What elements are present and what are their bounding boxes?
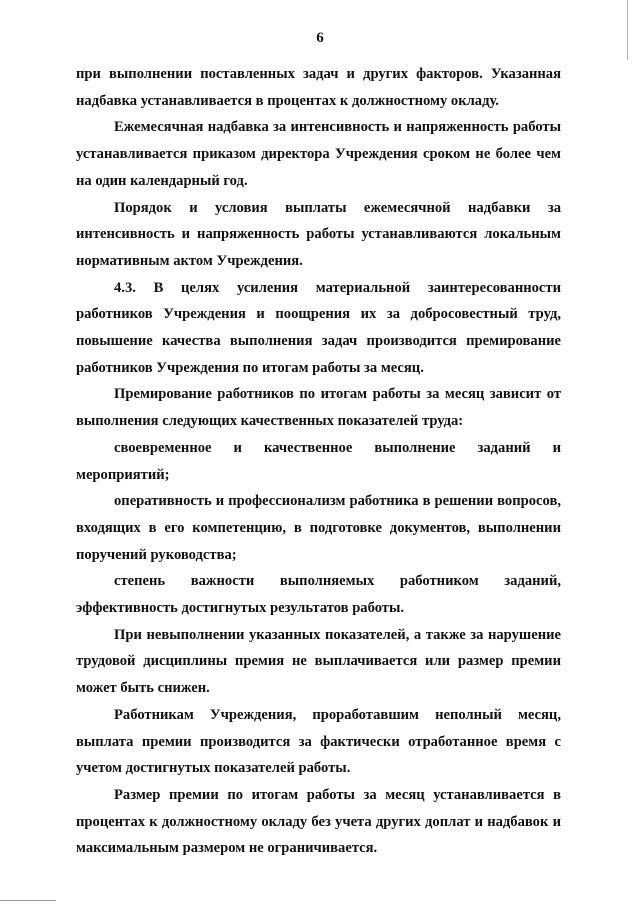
page-number: 6 [316,30,324,46]
paragraph-continuation: при выполнении поставленных задач и других факторов. Указанная надбавка устанавливается в процентах к должностному окладу. [76,66,561,109]
scan-edge-mark-bottom [0,900,56,901]
paragraph-bonus-procedure: Порядок и условия выплаты ежемесячной надбавки за интенсивность и напряженность работы устанавливаются локальным нормативным актом Учреждения. [76,199,561,269]
paragraph-bonus-amount: Размер премии по итогам работы за месяц устанавливается в процентах к должностному окладу без учета других доплат и надбавок и максимальным размером не ограничивается. [76,786,561,857]
criteria-item-efficiency: оперативность и профессионализм работника в решении вопросов, входящих в его компетенцию, в подготовке документов, выполнении поручений руководства; [76,493,561,563]
paragraph-intensity-bonus: Ежемесячная надбавка за интенсивность и напряженность работы устанавливается приказом директора Учреждения сроком не более чем на один календарный год. [76,119,561,189]
criteria-item-importance: степень важности выполняемых работником заданий, эффективность достигнутых результатов работы. [76,573,561,617]
paragraph-non-fulfillment: При невыполнении указанных показателей, а также за нарушение трудовой дисциплины премия не выплачивается или размер премии может быть снижен. [76,626,561,697]
paragraph-partial-month: Работникам Учреждения, проработавшим неполный месяц, выплата премии производится за фактически отработанное время с учетом достигнутых показателей работы. [76,706,561,777]
paragraph-bonus-criteria: Премирование работников по итогам работы за месяц зависит от выполнения следующих качественных показателей труда: [76,386,561,430]
document-body [76,61,561,862]
criteria-item-timely: своевременное и качественное выполнение заданий и мероприятий; [76,439,561,483]
paragraph-section-4-3: 4.3. В целях усиления материальной заинтересованности работников Учреждения и поощрения их за добросовестный труд, повышение качества выполнения задач производится премирование работников Учреждения по итогам работы за месяц. [76,279,561,376]
